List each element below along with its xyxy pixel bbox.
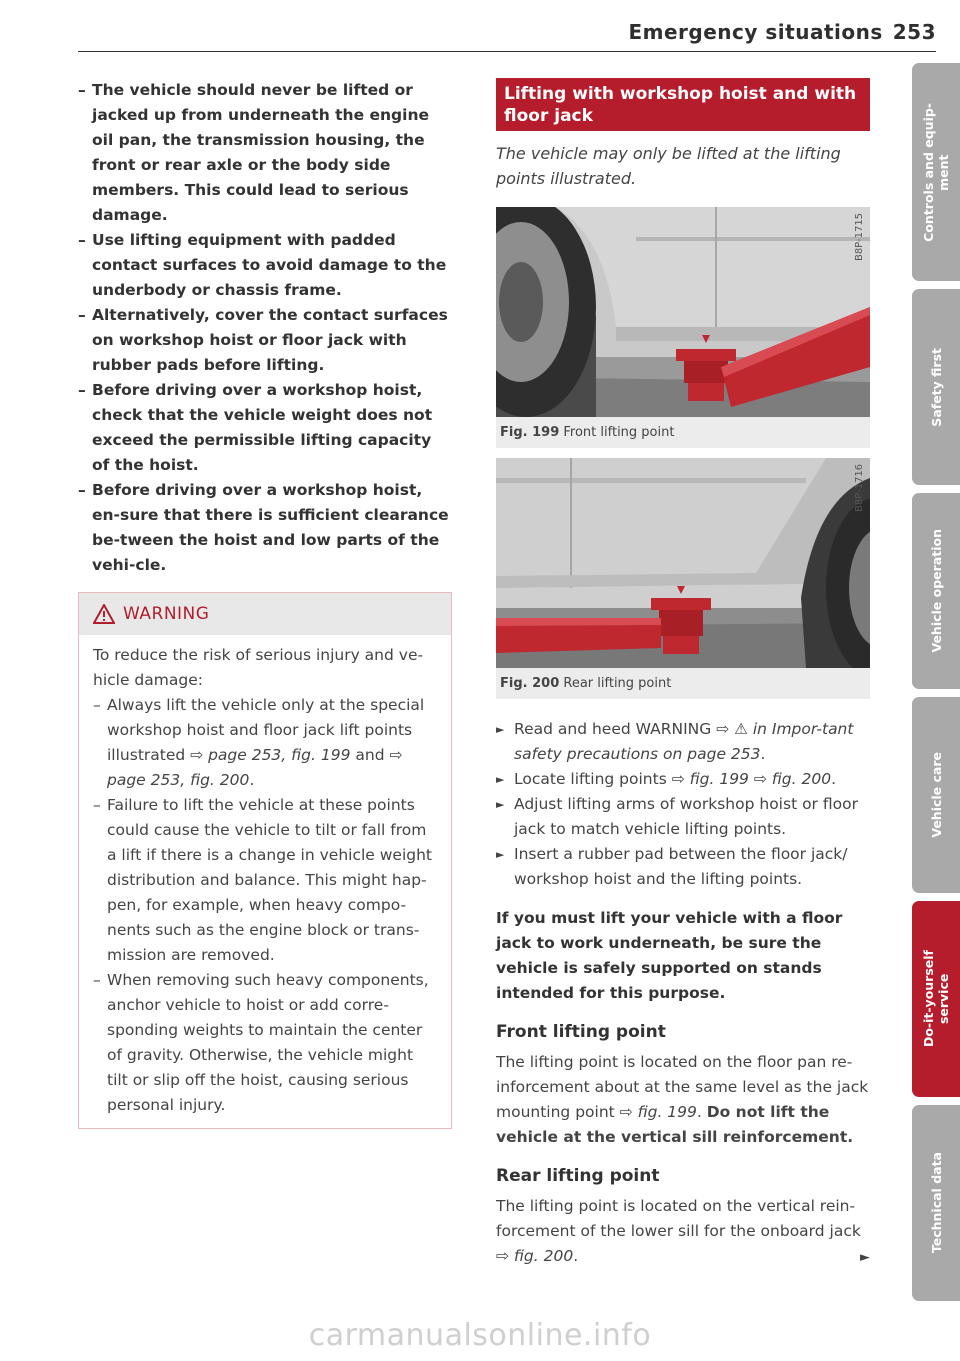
list-item: ► Adjust lifting arms of workshop hoist or floor jack to match vehicle lifting points.	[496, 792, 870, 842]
figure-caption	[496, 417, 870, 448]
warning-item-text: Always lift the vehicle only at the special workshop hoist and floor jack lift points illustrated	[107, 696, 425, 764]
right-column	[496, 78, 870, 1269]
warning-item-text: .	[249, 771, 255, 789]
tab-technical-data[interactable]	[912, 1105, 960, 1301]
step-text: .	[760, 745, 766, 763]
figure-reference-link[interactable]: ⇨ fig. 199 ⇨ fig. 200	[671, 770, 832, 788]
figure-caption-text: Front lifting point	[563, 425, 675, 440]
paragraph-text: The lifting point is located on the floor pan re-inforcement about at the same level as the jack mounting point	[496, 1053, 869, 1121]
tab-do-it-yourself-service[interactable]	[912, 901, 960, 1097]
tab-controls-and-equipment[interactable]	[912, 63, 960, 281]
page-number: 253	[892, 20, 936, 44]
section-title: Lifting with workshop hoist and with floor jack	[496, 78, 870, 131]
section-intro: The vehicle may only be lifted at the lifting points illustrated.	[496, 144, 841, 188]
figure-caption-text: Rear lifting point	[563, 676, 672, 691]
warning-reference-link[interactable]: ⇨ ⚠ in Impor-tant safety precautions on page 253	[514, 720, 854, 763]
list-item: ► Insert a rubber pad between the floor jack/ workshop hoist and the lifting points.	[496, 842, 870, 892]
tab-safety-first[interactable]	[912, 289, 960, 485]
precaution-list	[78, 78, 452, 578]
paragraph-text: .	[573, 1247, 579, 1265]
rear-lifting-heading: Rear lifting point	[496, 1166, 660, 1186]
step-text: Locate lifting points	[514, 770, 672, 788]
figure-reference-link[interactable]: ⇨ fig. 199	[619, 1103, 697, 1121]
page-header	[628, 20, 936, 44]
front-lifting-text	[496, 1050, 870, 1150]
warning-intro: To reduce the risk of serious injury and ve-hicle damage:	[93, 646, 424, 689]
figure-caption	[496, 668, 870, 699]
list-item: – Use lifting equipment with padded contact surfaces to avoid damage to the underbody or chassis frame.	[78, 228, 452, 303]
figure-code: B8P-1715	[854, 212, 865, 262]
list-item: – Alternatively, cover the contact surfaces on workshop hoist or floor jack with rubber pads before lifting.	[78, 303, 452, 378]
rear-lifting-text	[496, 1194, 870, 1269]
warning-item: – Failure to lift the vehicle at these points could cause the vehicle to tilt or fall from a lift if there is a change in vehicle weight distribution and balance. This might hap-pen, for example, when heavy compo-nents such as the engine block or trans-mission are removed.	[93, 793, 437, 968]
warning-box	[78, 592, 452, 1129]
chapter-title: Emergency situations	[628, 20, 883, 44]
safety-note: If you must lift your vehicle with a floor jack to work underneath, be sure the vehicle is safely supported on stands intended for this purpose.	[496, 909, 843, 1002]
steps-list	[496, 717, 870, 892]
tab-label: Safety first	[928, 347, 944, 427]
step-text: Read and heed WARNING	[514, 720, 717, 738]
continue-arrow-icon: ►	[860, 1250, 870, 1265]
watermark: carmanualsonline.info	[308, 1318, 652, 1353]
tab-label: Vehicle care	[928, 752, 944, 838]
warning-body	[79, 635, 451, 1128]
tab-label: Vehicle operation	[928, 529, 944, 653]
paragraph-text: .	[696, 1103, 707, 1121]
warning-item: – When removing such heavy components, anchor vehicle to hoist or add corre-sponding weights to maintain the center of gravity. Otherwise, the vehicle might tilt or slip off the hoist, causing serious personal injury.	[93, 968, 437, 1118]
header-rule	[78, 51, 936, 52]
front-lifting-point-illustration	[496, 207, 870, 417]
list-item: – Before driving over a workshop hoist, en-sure that there is sufficient clearance be-tween the hoist and low parts of the vehi-cle.	[78, 478, 452, 578]
paragraph-bold-text: Do not lift the vehicle at the vertical sill reinforcement.	[496, 1103, 854, 1146]
paragraph-text: The lifting point is located on the vertical rein-forcement of the lower sill for the onboard jack	[496, 1197, 861, 1240]
figure-code: B8P-1716	[854, 463, 865, 513]
figure-200	[496, 458, 870, 699]
tab-label: Controls and equip- ment	[921, 102, 951, 242]
step-text: .	[831, 770, 836, 788]
warning-title: WARNING	[123, 604, 210, 624]
list-item: – The vehicle should never be lifted or jacked up from underneath the engine oil pan, the transmission housing, the front or rear axle or the body side members. This could lead to serious damage.	[78, 78, 452, 228]
tab-vehicle-care[interactable]	[912, 697, 960, 893]
list-item: – Before driving over a workshop hoist, check that the vehicle weight does not exceed the permissible lifting capacity of the hoist.	[78, 378, 452, 478]
front-lifting-heading: Front lifting point	[496, 1022, 666, 1042]
left-column	[78, 78, 452, 1129]
figure-label: Fig. 199	[500, 425, 560, 440]
tab-vehicle-operation[interactable]	[912, 493, 960, 689]
figure-label: Fig. 200	[500, 676, 560, 691]
tab-label: Technical data	[928, 1152, 944, 1254]
warning-header	[79, 593, 451, 635]
rear-lifting-point-illustration	[496, 458, 870, 668]
list-item	[496, 767, 870, 792]
list-item	[496, 717, 870, 767]
tab-label: Do-it-yourself service	[921, 950, 951, 1048]
figure-199	[496, 207, 870, 448]
page-reference-link[interactable]: ⇨ page 253, fig. 199	[190, 746, 351, 764]
figure-reference-link[interactable]: ⇨ fig. 200	[496, 1247, 574, 1265]
page-reference-link[interactable]: ⇨ page 253, fig. 200	[107, 746, 403, 789]
warning-item	[93, 693, 437, 793]
warning-item-text: and	[350, 746, 390, 764]
warning-triangle-icon	[93, 604, 115, 624]
